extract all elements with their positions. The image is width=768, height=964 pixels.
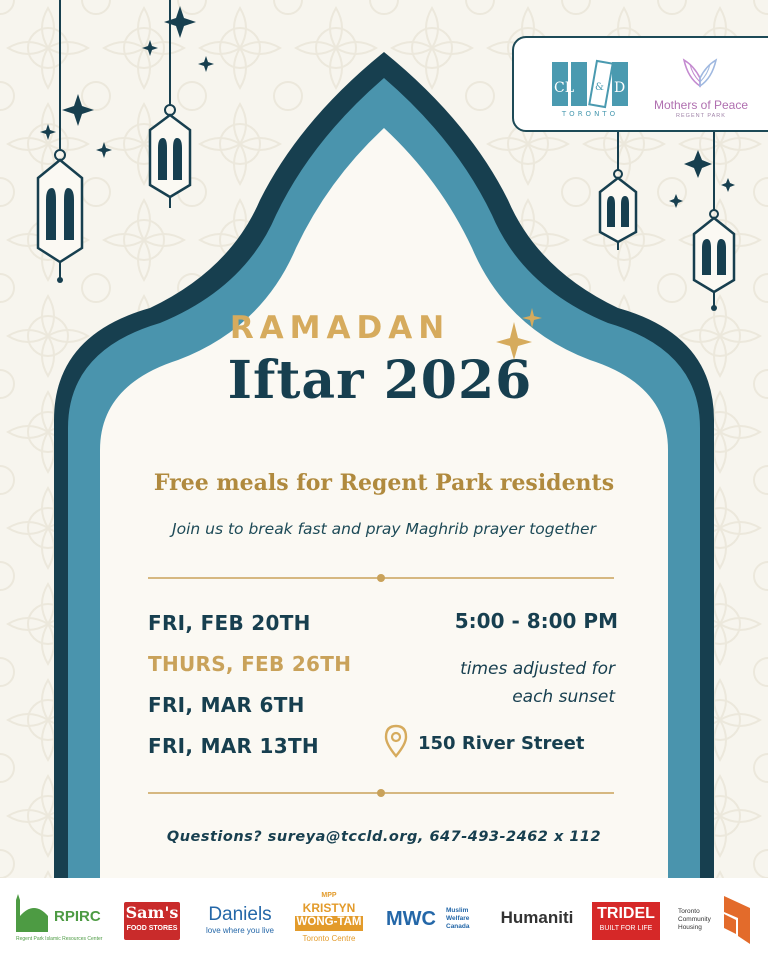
date-item: FRI, FEB 20TH: [148, 611, 311, 635]
humaniti-name: Humaniti: [500, 908, 574, 927]
mwc-l3: Canada: [446, 923, 470, 930]
tridel-tagline: BUILT FOR LIFE: [599, 925, 653, 932]
sponsor-strip: [0, 878, 768, 964]
time-note-line: times adjusted for: [460, 659, 615, 679]
daniels-tagline: love where you live: [205, 926, 275, 935]
mwc-name: MWC: [386, 908, 436, 930]
sams-subtitle: FOOD STORES: [126, 925, 178, 932]
sponsor-rpirc: [14, 878, 114, 964]
tagline: Free meals for Regent Park residents: [153, 470, 615, 496]
lantern-icon: [600, 170, 636, 250]
cl-subtitle: TORONTO: [561, 110, 619, 118]
tch-name: [678, 908, 711, 932]
sponsor-tch: [678, 878, 760, 964]
mpp-riding: Toronto Centre: [302, 934, 356, 943]
sponsor-humaniti: [494, 878, 580, 964]
mosque-icon: [14, 894, 54, 934]
divider-bottom: [148, 787, 614, 799]
sponsor-mpp: [292, 878, 366, 964]
tch-l3: Housing: [678, 924, 702, 931]
wings-icon: [680, 56, 720, 90]
mpp-line2: WONG-TAM: [296, 916, 362, 928]
tch-l1: Toronto: [678, 908, 700, 915]
cl-letters: CL: [554, 80, 575, 96]
mothers-of-peace-subtitle: REGENT PARK: [676, 113, 726, 119]
partner-logo-box: [512, 36, 768, 132]
mwc-l1: Muslim: [446, 907, 469, 914]
cl-d-letter: D: [614, 80, 626, 96]
mpp-line1: KRISTYN: [302, 901, 356, 915]
sponsor-daniels: [198, 878, 282, 964]
mpp-role: MPP: [321, 892, 337, 899]
divider-top: [148, 572, 614, 584]
cl-amp: &: [595, 82, 604, 93]
daniels-name: Daniels: [208, 904, 272, 925]
contact-info: Questions? sureya@tccld.org, 647-493-2462 x 112: [166, 829, 602, 845]
location-pin-icon: [383, 724, 409, 758]
lantern-icon: [694, 210, 734, 311]
time-note-line: each sunset: [512, 687, 615, 707]
intro-text: Join us to break fast and pray Maghrib prayer together: [172, 520, 596, 538]
event-title: Iftar 2026: [227, 350, 533, 411]
tch-l2: Community: [678, 916, 711, 923]
event-address: 150 River Street: [418, 733, 585, 754]
sams-name: Sam's: [125, 903, 179, 922]
lantern-icon: [38, 150, 82, 283]
mwc-fullname: [446, 907, 469, 931]
lantern-icon: [150, 105, 190, 208]
sponsor-mwc: [386, 878, 482, 964]
date-item: FRI, MAR 13TH: [148, 734, 319, 758]
mothers-of-peace-name: Mothers of Peace: [653, 98, 749, 112]
mwc-l2: Welfare: [446, 915, 470, 922]
tch-logo-icon: [722, 896, 752, 944]
title-kicker: RAMADAN: [229, 310, 451, 346]
sparkle-star-icon: [669, 150, 735, 208]
date-item: FRI, MAR 6TH: [148, 693, 305, 717]
lanterns-right: [580, 130, 768, 330]
rpirc-fullname: Regent Park Islamic Resources Center: [16, 936, 103, 942]
tridel-name: TRIDEL: [597, 905, 655, 922]
date-item-highlight: THURS, FEB 26TH: [148, 652, 352, 676]
time-range: 5:00 - 8:00 PM: [454, 609, 618, 633]
lanterns-left: [0, 0, 260, 300]
rpirc-name: RPIRC: [54, 908, 101, 925]
sponsor-sams: [124, 878, 180, 964]
time-note: [395, 655, 615, 711]
sponsor-tridel: [592, 878, 660, 964]
